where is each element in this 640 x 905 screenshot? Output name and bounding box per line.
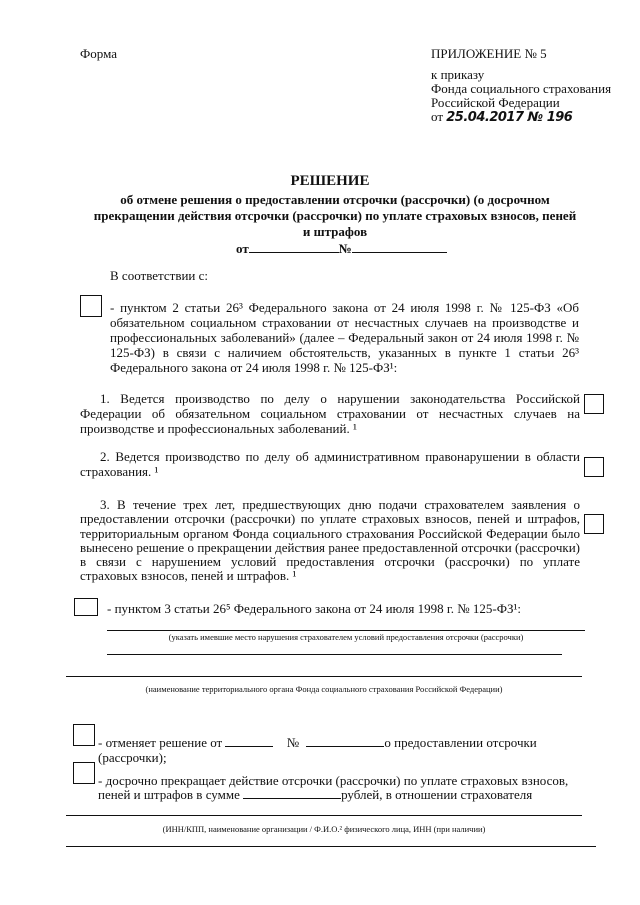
cancels-text-1: - отменяет решение от xyxy=(98,735,223,750)
document-subtitle: об отмене решения о предоставлении отсрочки (рассрочки) (о досрочном прекращении действия отсрочки (рассрочки) по уплате страховых взносов, пеней и штрафов xyxy=(93,192,577,239)
terminates-line xyxy=(98,787,532,802)
title-date-line xyxy=(236,241,447,256)
title-date-field[interactable] xyxy=(249,241,339,253)
cancels-number-sign: № xyxy=(286,735,300,750)
cancels-text-3: (рассрочки); xyxy=(98,750,167,765)
insurer-field-line[interactable] xyxy=(66,815,582,816)
insurer-caption: (ИНН/КПП, наименование организации / Ф.И.О.² физического лица, ИНН (при наличии) xyxy=(162,824,486,834)
checkbox-article-263[interactable] xyxy=(80,295,102,317)
insurer-field-line-2[interactable] xyxy=(66,846,596,847)
in-accordance: В соответствии с: xyxy=(110,268,209,283)
cancels-text-2: о предоставлении отсрочки xyxy=(384,735,537,750)
cancels-line xyxy=(98,735,588,750)
org-caption: (наименование территориального органа Фонда социального страхования Российской Федерации) xyxy=(145,684,503,694)
to-order: к приказу xyxy=(431,67,485,82)
handwritten-date: 25.04.2017 № 196 xyxy=(446,110,573,125)
cancels-number-field[interactable] xyxy=(306,735,384,747)
violation-field-line[interactable] xyxy=(107,630,585,631)
checkbox-reason-2[interactable] xyxy=(584,457,604,477)
order-reference xyxy=(431,68,611,125)
checkbox-article-265[interactable] xyxy=(74,598,98,616)
fund-name: Фонда социального страхования xyxy=(431,81,612,96)
org-field-line[interactable] xyxy=(66,676,582,677)
cancels-date-field[interactable] xyxy=(225,735,273,747)
title-number-field[interactable] xyxy=(352,241,447,253)
violation-field-line-2[interactable] xyxy=(107,654,562,655)
order-date xyxy=(431,110,611,125)
document-title: РЕШЕНИЕ xyxy=(290,173,370,189)
reason-3-text: 3. В течение трех лет, предшествующих дню подачи страхователем заявления о предоставлении отсрочки (рассрочки) по уплате страховых взносов, пеней и штрафов, территориальным органом Фонда социального страхования Российской Федерации было вынесено решение о прекращении действия ранее предоставленной отсрочки (рассрочки) в связи с нарушением условий предоставления отсрочки (рассрочки) по уплате страховых взносов, пеней и штрафов. ¹ xyxy=(80,497,580,584)
terminates-amount-field[interactable] xyxy=(243,787,341,799)
checkbox-terminates[interactable] xyxy=(73,762,95,784)
terminates-text-1: - досрочно прекращает действие отсрочки (рассрочки) по уплате страховых взносов, xyxy=(98,773,569,788)
terminates-text-3: рублей, в отношении страхователя xyxy=(341,787,533,802)
reason-2-text: 2. Ведется производство по делу об административном правонарушении в области страхования. ¹ xyxy=(80,449,580,479)
title-date-prefix: от xyxy=(236,241,249,256)
article-265-text: - пунктом 3 статьи 26⁵ Федерального закона от 24 июля 1998 г. № 125-ФЗ¹: xyxy=(107,601,522,616)
checkbox-reason-1[interactable] xyxy=(584,394,604,414)
terminates-text-2: пеней и штрафов в сумме xyxy=(98,787,240,802)
title-number-sign: № xyxy=(338,241,352,256)
article-263-text: - пунктом 2 статьи 26³ Федерального закона от 24 июля 1998 г. № 125-ФЗ «Об обязательном социальном страховании от несчастных случаев на производстве и профессиональных заболеваний» (далее – Федеральный закон от 24 июля 1998 г. № 125-ФЗ) в связи с наличием обстоятельств, указанных в пункте 1 статьи 26³ Федерального закона от 24 июля 1998 г. № 125-ФЗ¹: xyxy=(110,300,579,375)
from-prefix: от xyxy=(431,109,444,124)
reason-1-text: 1. Ведется производство по делу о нарушении законодательства Российской Федерации об обязательном социальном страховании от несчастных случаев на производстве и профессиональных заболеваний. ¹ xyxy=(80,391,580,436)
form-label: Форма xyxy=(80,46,117,61)
checkbox-cancels[interactable] xyxy=(73,724,95,746)
federation-name: Российской Федерации xyxy=(431,95,560,110)
checkbox-reason-3[interactable] xyxy=(584,514,604,534)
violation-caption: (указать имевшие место нарушения страхователем условий предоставления отсрочки (рассрочки) xyxy=(168,632,524,642)
appendix-number: ПРИЛОЖЕНИЕ № 5 xyxy=(431,46,547,61)
